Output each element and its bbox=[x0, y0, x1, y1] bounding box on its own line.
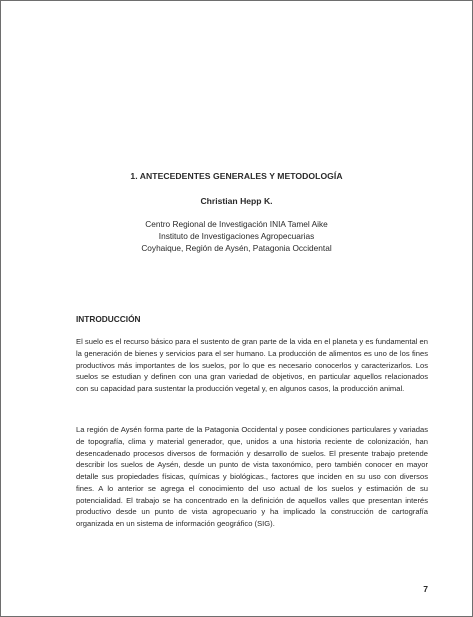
body-paragraph: La región de Aysén forma parte de la Patagonia Occidental y posee condiciones particulares y variadas de topografía, clima y material generador, que, unidos a una historia reciente de colonización, han desencadenado procesos diversos de formación y desarrollo de suelos. El presente trabajo pretende describir los suelos de Aysén, desde un punto de vista taxonómico, pero también conocer en mayor detalle sus propiedades físicas, químicas y biológicas., factores que inciden en su uso con diversos fines. A lo anterior se agrega el conocimiento del uso actual de los suelos y estimación de su potencialidad. El trabajo se ha concentrado en la definición de aquellos valles que presentan interés productivo desde un punto de vista agropecuario y ha implicado la construcción de cartografía organizada en un sistema de información geográfico (SIG). bbox=[76, 425, 428, 528]
affiliation-line: Coyhaique, Región de Aysén, Patagonia Occidental bbox=[141, 243, 332, 253]
author-name: Christian Hepp K. bbox=[200, 196, 273, 206]
affiliation-line: Centro Regional de Investigación INIA Tamel Aike bbox=[145, 219, 328, 229]
affiliation-line: Instituto de Investigaciones Agropecuarias bbox=[158, 231, 315, 241]
body-paragraph: El suelo es el recurso básico para el sustento de gran parte de la vida en el planeta y es fundamental en la generación de bienes y servicios para el ser humano. La producción de alimentos es uno de los fines productivos más importantes de los suelos, por lo que es necesario conocerlos y caracterizarlos. Los suelos se estudian y definen con una gran variedad de objetivos, en particular aquellos relacionados con su capacidad para sustentar la producción vegetal y, en algunos casos, la producción animal. bbox=[76, 337, 428, 393]
chapter-title: 1. ANTECEDENTES GENERALES Y METODOLOGÍA bbox=[130, 171, 343, 181]
section-heading: INTRODUCCIÓN bbox=[76, 314, 141, 324]
page-number: 7 bbox=[423, 584, 428, 594]
